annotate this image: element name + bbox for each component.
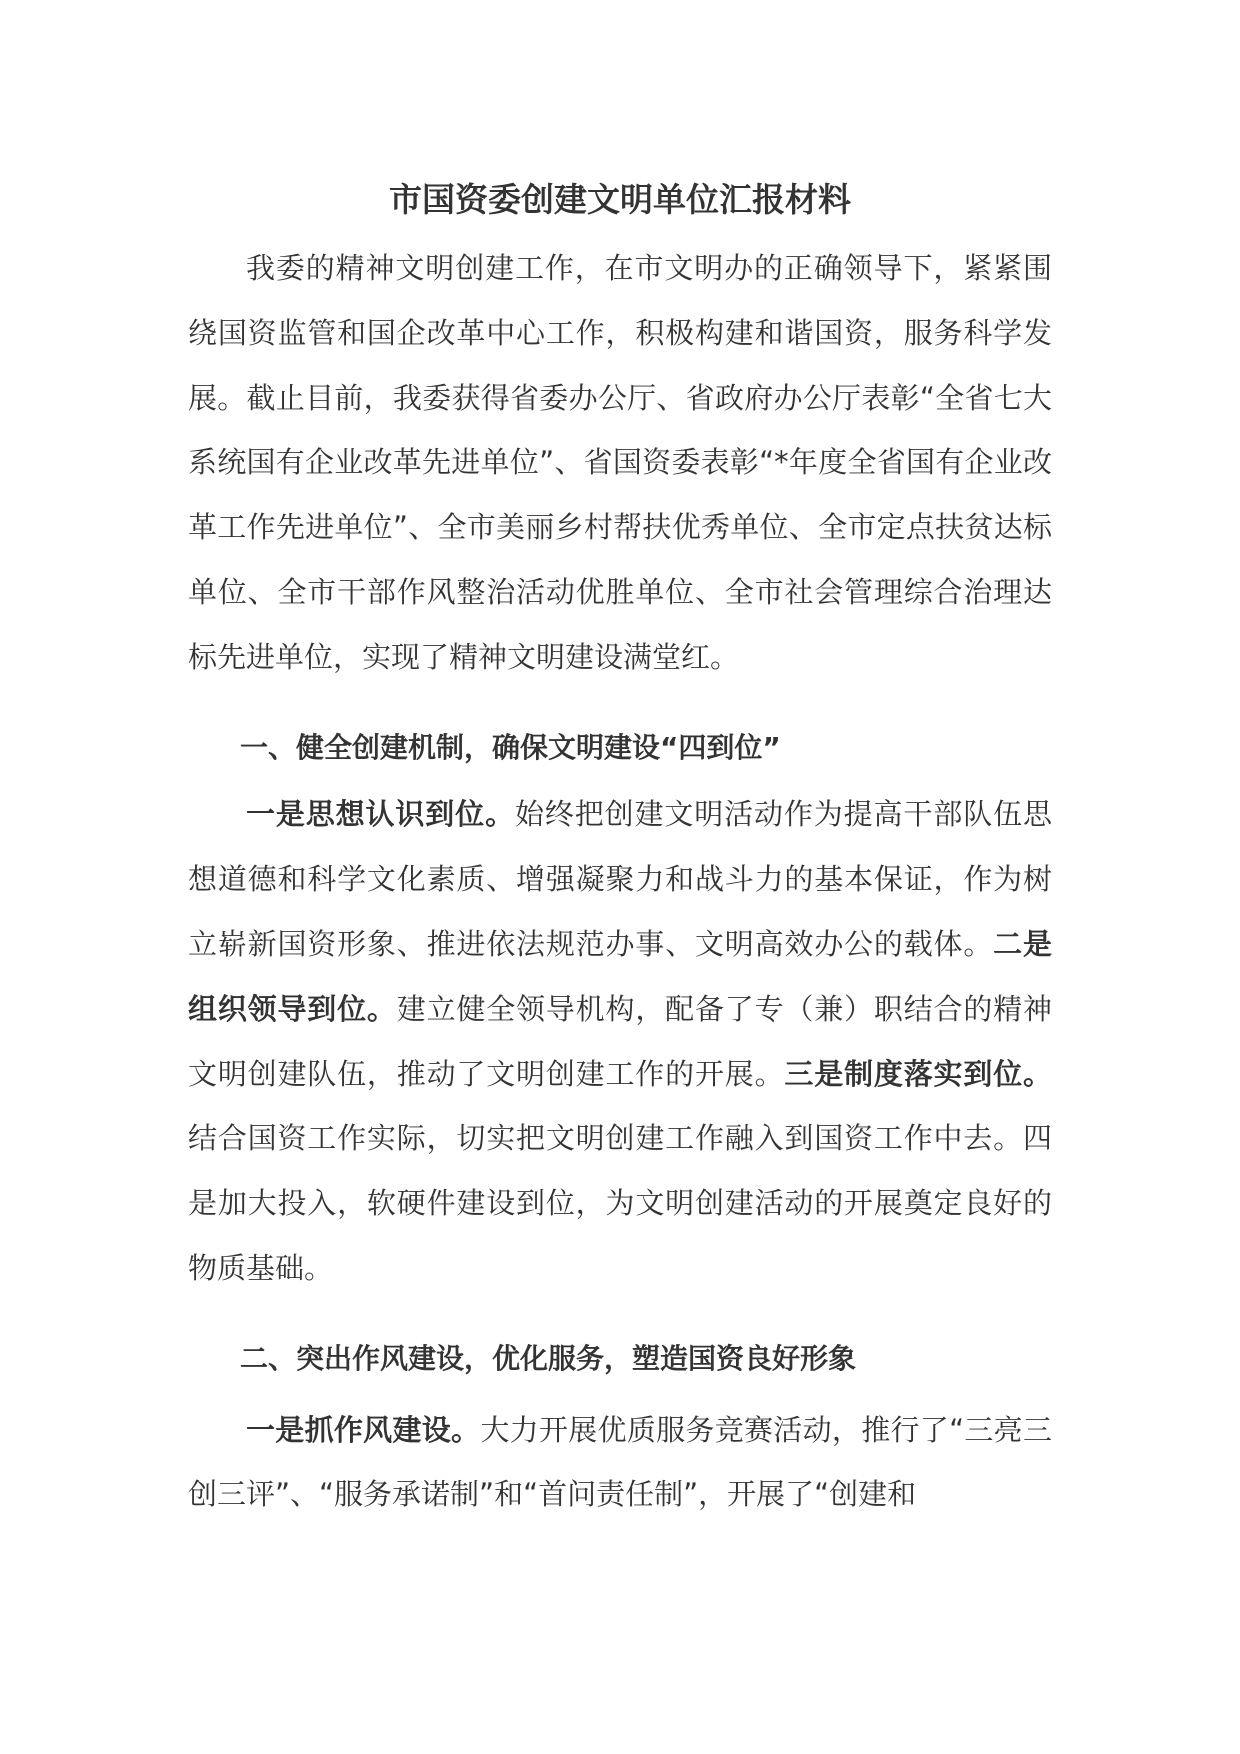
paragraph-text: 结合国资工作实际，切实把文明创建工作融入到国资工作中去。四是加大投入，软硬件建设到位，为文明创建活动的开展奠定良好的物质基础。 (188, 1121, 1052, 1285)
paragraph-text: 始终把创建文明活动作为提高干部队伍思想道德和科学文化素质、增强凝聚力和战斗力的基本保证，作为树立崭新国资形象、推进依法规范办事、文明高效办公的载体。 (188, 797, 1052, 961)
section-2-paragraph (188, 1398, 1052, 1528)
lead-phrase-organization: 二是组织领导到位。 (188, 926, 1052, 1026)
document-body (188, 172, 1052, 1527)
section-1-heading: 一、健全创建机制，确保文明建设“四到位” (240, 730, 781, 764)
lead-phrase-system: 三是制度落实到位。 (784, 1056, 1052, 1091)
lead-phrase-thought: 一是思想认识到位。 (246, 797, 515, 832)
lead-phrase-style: 一是抓作风建设。 (246, 1412, 481, 1447)
section-2-heading: 二、突出作风建设，优化服务，塑造国资良好形象 (240, 1341, 857, 1375)
section-1-paragraph (188, 782, 1052, 1300)
intro-paragraph: 我委的精神文明创建工作，在市文明办的正确领导下，紧紧围绕国资监管和国企改革中心工作，积极构建和谐国资，服务科学发展。截止目前，我委获得省委办公厅、省政府办公厅表彰“全省七大系统国有企业改革先进单位”、省国资委表彰“*年度全省国有企业改革工作先进单位”、全市美丽乡村帮扶优秀单位、全市定点扶贫达标单位、全市干部作风整治活动优胜单位、全市社会管理综合治理达标先进单位，实现了精神文明建设满堂红。 (188, 251, 1052, 674)
paragraph-text: 大力开展优质服务竞赛活动，推行了“三亮三创三评”、“服务承诺制”和“首问责任制”，开展了“创建和 (188, 1412, 1052, 1512)
document-title: 市国资委创建文明单位汇报材料 (389, 180, 851, 219)
paragraph-text: 建立健全领导机构，配备了专（兼）职结合的精神文明创建队伍，推动了文明创建工作的开展。 (188, 991, 1052, 1091)
